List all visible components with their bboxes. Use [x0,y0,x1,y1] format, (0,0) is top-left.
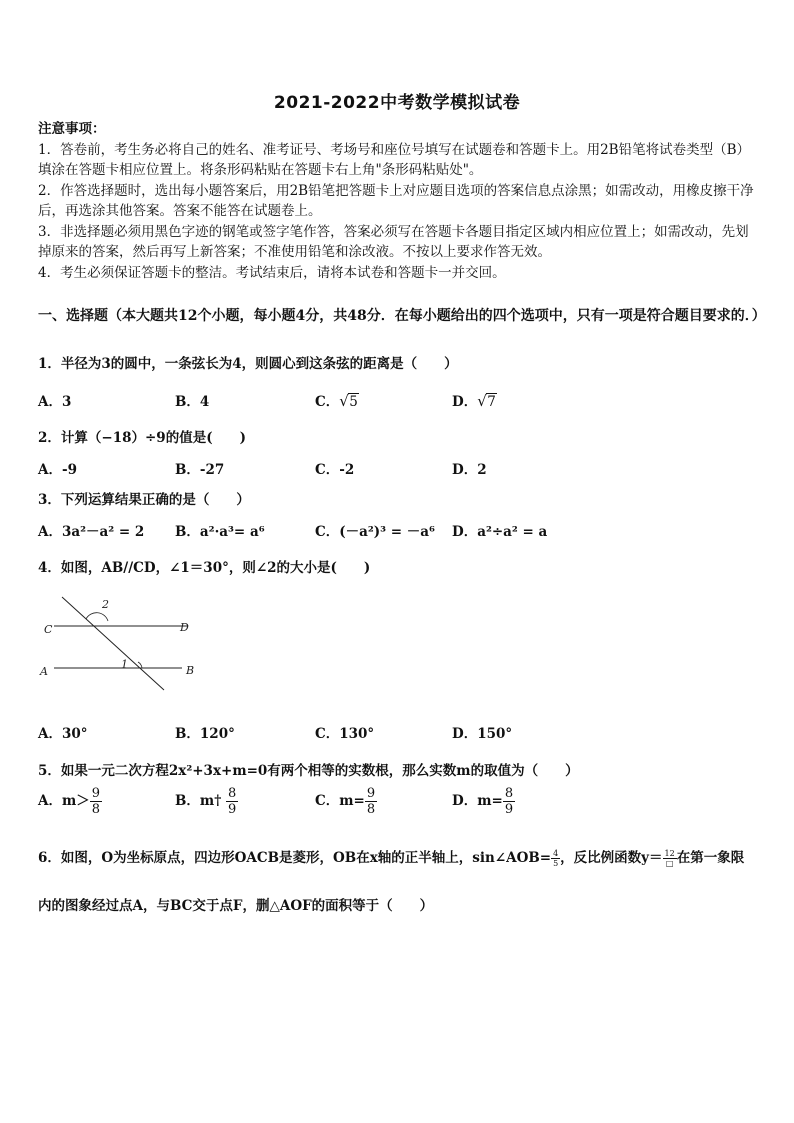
question-2-stem: 2．计算（−18）÷9的值是( ) [38,430,246,446]
question-2-options [38,458,760,488]
note-item-3: 3．非选择题必须用黑色字迹的钢笔或签字笔作答，答案必须写在答题卡各题目指定区域内相应位置上；如需改动，先划掉原来的答案，然后再写上新答案；不准使用铅笔和涂改液。不按以上要求作答无效。 [38,223,749,260]
q1-option-d [452,390,497,410]
q2-option-b: B．-27 [175,462,225,478]
notes-heading: 注意事项： [38,121,106,137]
question-1-stem: 1．半径为3的圆中，一条弦长为4，则圆心到这条弦的距离是（ ） [38,356,458,372]
q5-option-a-denominator: 8 [91,802,101,817]
q5-option-a-fraction [90,786,102,817]
question-6-stem-line-2: 内的图象经过点A，与BC交于点F，删△AOF的面积等于（ ） [38,898,434,914]
q4-option-d: D．150° [452,726,513,742]
page-title: 2021-2022中考数学模拟试卷 [273,93,521,113]
q6-function-fraction [663,849,677,868]
sqrt-symbol [339,394,359,410]
q4-option-c: C．130° [315,726,375,742]
label-angle-2: 2 [102,598,109,611]
q2-option-a: A．-9 [38,462,77,478]
q3-option-a: A．3a²－a² = 2 [38,524,145,540]
label-angle-1: 1 [121,658,128,671]
q2-option-d: D．2 [452,462,487,478]
q2-option-c: C．-2 [315,462,355,478]
question-3-stem: 3．下列运算结果正确的是（ ） [38,492,250,508]
note-item-4: 4．考生必须保证答题卡的整洁。考试结束后，请将本试卷和答题卡一并交回。 [38,264,506,281]
q4-option-a: A．30° [38,726,88,742]
angle-2-arc [86,613,108,621]
question-4-stem: 4．如图，AB//CD，∠1＝30°，则∠2的大小是( ) [38,560,371,576]
q3-option-b: B．a²·a³= a⁶ [175,524,265,540]
question-5-options [38,786,760,820]
q1-option-a: A．3 [38,394,72,410]
q5-option-d-prefix: D．m= [452,793,503,809]
q1-option-c-radicand: 5 [349,394,358,410]
notes-block [38,119,760,283]
q1-option-b: B．4 [175,394,210,410]
section-heading: 一、选择题（本大题共12个小题，每小题4分，共48分．在每小题给出的四个选项中，只有一项是符合题目要求的．） [38,308,766,324]
q6-stem-part-1: 6．如图，O为坐标原点，四边形OACB是菱形，OB在x轴的正半轴上，sin∠AOB= [38,850,552,866]
q5-option-d [452,786,515,817]
q1-option-c-prefix: C． [315,394,340,410]
q6-stem-part-3: 在第一象限 [676,850,745,866]
q6-stem-part-2: ，反比例函数y＝ [560,850,663,866]
q6-sin-numerator: 4 [553,849,559,858]
question-5-stem: 5．如果一元二次方程2x²+3x+m=0有两个相等的实数根，那么实数m的取值为（ ） [38,763,579,779]
q5-option-c-prefix: C．m= [315,793,365,809]
q3-option-c: C．(－a²)³ = －a⁶ [315,524,435,540]
label-b: B [186,664,195,677]
q3-option-d: D．a²÷a² = a [452,524,548,540]
q5-option-a [38,786,102,817]
question-6-stem [38,846,760,868]
q5-option-c-numerator: 9 [366,786,376,801]
q5-option-c-denominator: 8 [366,802,376,817]
q5-option-b-numerator: 8 [227,786,237,801]
q6-sin-denominator: 5 [553,859,559,868]
q5-option-b-denominator: 9 [227,802,237,817]
label-d: D [180,621,189,634]
transversal-line [62,597,164,690]
q5-option-c-fraction [365,786,377,817]
q5-option-d-numerator: 8 [504,786,514,801]
q5-option-b-fraction [226,786,238,817]
q5-option-d-denominator: 9 [504,802,514,817]
q5-option-c [315,786,377,817]
figure-svg [38,588,218,693]
q6-sin-fraction [551,849,560,868]
q5-option-a-numerator: 9 [91,786,101,801]
sqrt-symbol [477,394,497,410]
q4-option-b: B．120° [175,726,235,742]
q5-option-a-prefix: A．m＞ [38,793,90,809]
parallel-lines-figure [38,588,218,693]
q5-option-b [175,786,238,817]
note-item-2: 2．作答选择题时，选出每小题答案后，用2B铅笔把答题卡上对应题目选项的答案信息点涂黑；如需改动，用橡皮擦干净后，再选涂其他答案。答案不能答在试题卷上。 [38,182,754,219]
label-a: A [40,665,48,678]
question-4-options [38,722,760,752]
q6-function-denominator: □ [665,859,674,868]
q1-option-d-radicand: 7 [487,394,496,410]
q5-option-d-fraction [503,786,515,817]
question-3-options [38,520,760,550]
label-c: C [44,623,53,636]
q5-option-b-prefix: B．m† [175,793,222,809]
q1-option-d-prefix: D． [452,394,478,410]
q1-option-c [315,390,359,410]
question-1-options [38,390,760,420]
note-item-1: 1．答卷前，考生务必将自己的姓名、准考证号、考场号和座位号填写在试题卷和答题卡上。用2B铅笔将试卷类型（B）填涂在答题卡相应位置上。将条形码粘贴在答题卡右上角"条形码粘贴处"。 [38,141,751,178]
q6-function-numerator: 12 [664,849,675,858]
